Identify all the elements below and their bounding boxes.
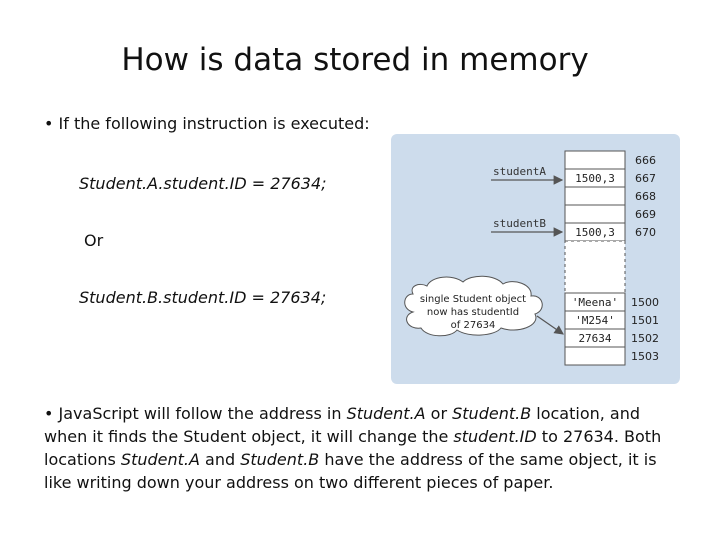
para-ref-student-id: student.ID bbox=[453, 427, 537, 446]
or-separator: Or bbox=[84, 231, 104, 250]
code-line-student-a: Student.A.student.ID = 27634; bbox=[79, 174, 327, 193]
address-label: 1502 bbox=[631, 332, 659, 345]
callout-line: of 27634 bbox=[450, 320, 496, 331]
cell-value: 'M254' bbox=[575, 314, 615, 327]
memory-cell bbox=[565, 347, 625, 365]
address-label: 1500 bbox=[631, 296, 659, 309]
memory-diagram bbox=[391, 134, 680, 384]
callout-line: single Student object bbox=[419, 294, 527, 305]
para-ref-student-a: Student.A bbox=[346, 404, 426, 423]
memory-cell bbox=[565, 205, 625, 223]
bullet-intro: • If the following instruction is executed: bbox=[44, 114, 370, 133]
para-text: to 27634. Both locations bbox=[44, 427, 662, 469]
memory-gap bbox=[565, 241, 625, 293]
para-text: location, and when it finds the Student object, it will change the bbox=[44, 404, 641, 446]
address-label: 1501 bbox=[631, 314, 659, 327]
para-text: or bbox=[425, 404, 453, 423]
variable-label-student-a: studentA bbox=[493, 165, 546, 178]
slide-title: How is data stored in memory bbox=[121, 42, 589, 78]
address-label: 669 bbox=[635, 208, 656, 221]
para-text: • JavaScript will follow the address in bbox=[44, 404, 347, 423]
memory-cell bbox=[565, 187, 625, 205]
para-ref-student-b: Student.B bbox=[452, 404, 532, 423]
address-label: 666 bbox=[635, 154, 656, 167]
address-label: 668 bbox=[635, 190, 656, 203]
cell-value: 1500,3 bbox=[575, 172, 615, 185]
memory-cell bbox=[565, 151, 625, 169]
para-ref-student-b: Student.B bbox=[240, 450, 320, 469]
cell-value: 'Meena' bbox=[571, 296, 619, 309]
explanation-paragraph bbox=[44, 402, 684, 494]
address-label: 667 bbox=[635, 172, 656, 185]
para-text: have the address of the same object, it is like writing down your address on two different pieces of paper. bbox=[44, 450, 657, 492]
variable-label-student-b: studentB bbox=[493, 217, 546, 230]
cell-value: 27634 bbox=[578, 332, 612, 345]
memory-column bbox=[565, 151, 625, 365]
para-ref-student-a: Student.A bbox=[120, 450, 200, 469]
cell-value: 1500,3 bbox=[575, 226, 615, 239]
callout-line: now has studentId bbox=[426, 307, 520, 318]
code-line-student-b: Student.B.student.ID = 27634; bbox=[79, 288, 327, 307]
callout-bubble bbox=[405, 276, 543, 336]
address-label: 1503 bbox=[631, 350, 659, 363]
para-text: and bbox=[199, 450, 241, 469]
address-label: 670 bbox=[635, 226, 656, 239]
